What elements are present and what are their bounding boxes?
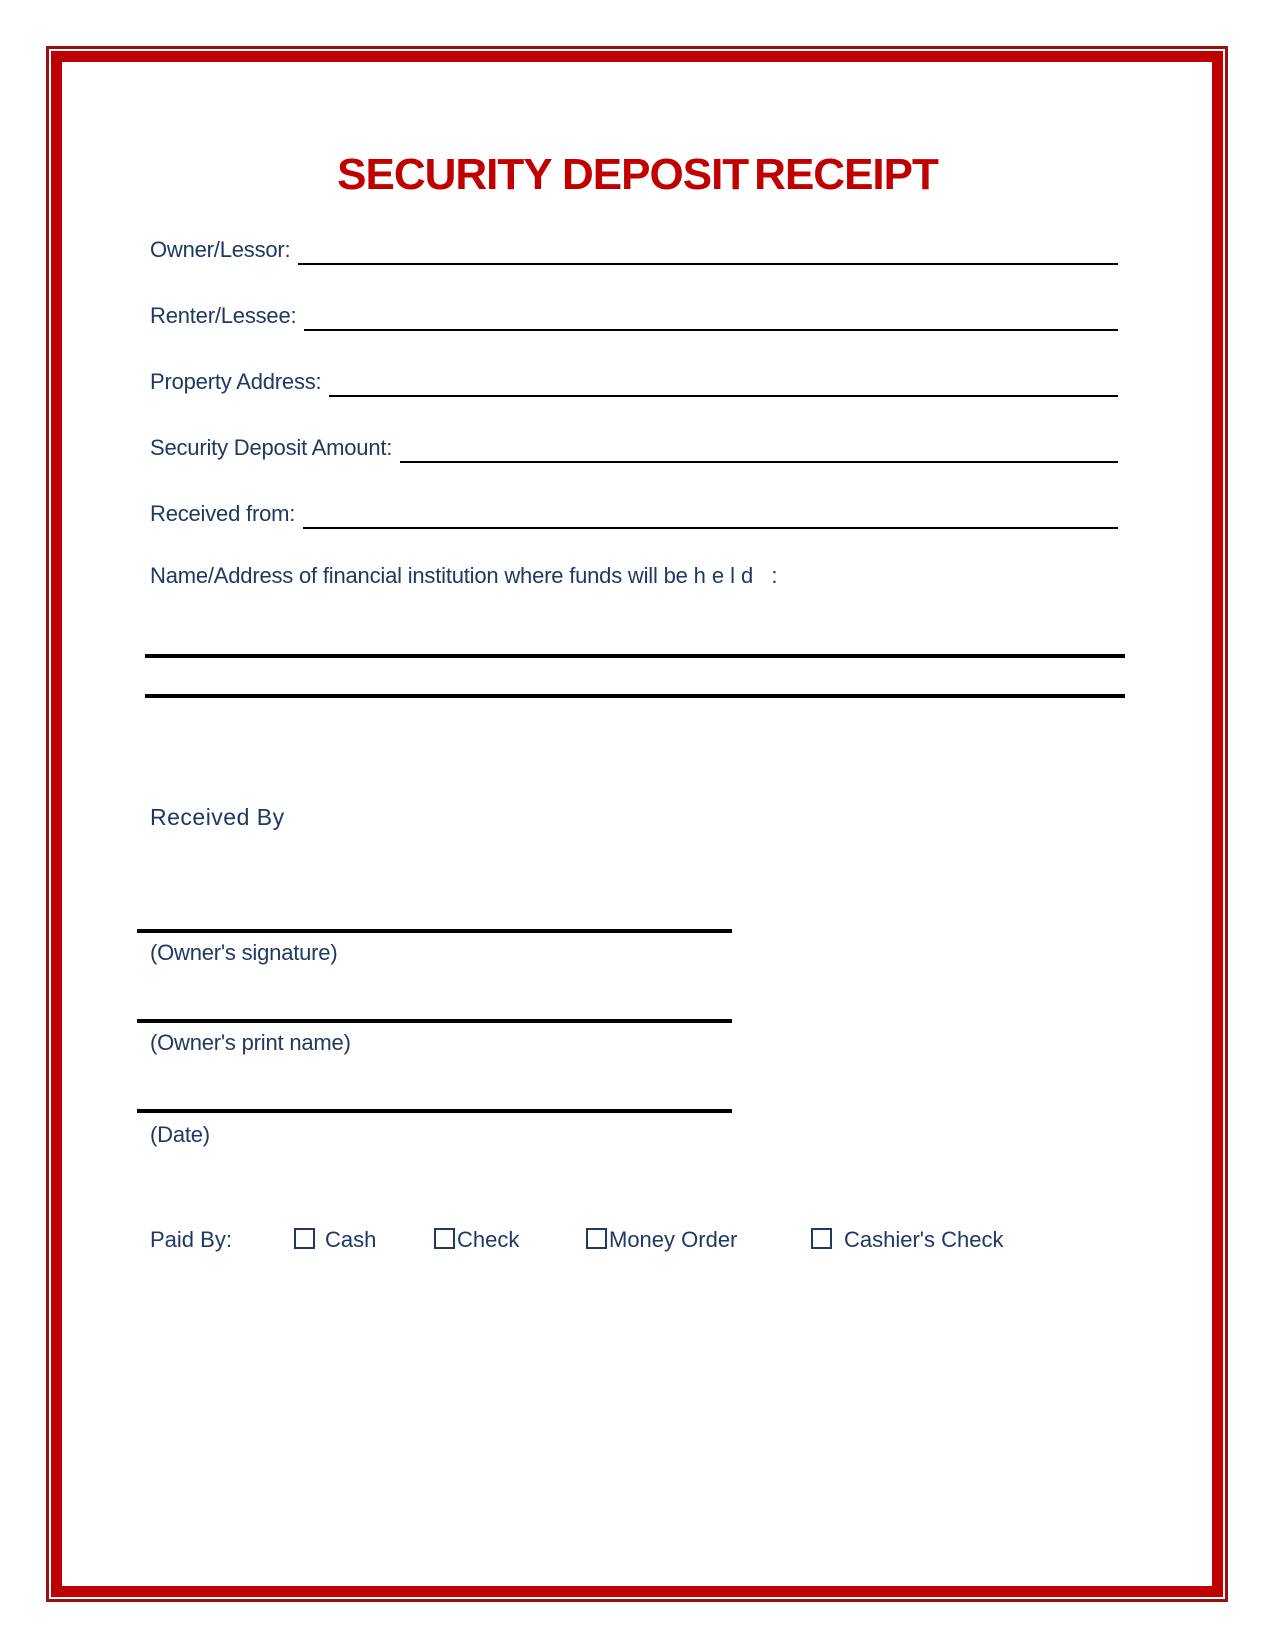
security-deposit-amount-input-line[interactable]: [400, 431, 1118, 463]
field-row-property-address: [150, 367, 1118, 397]
page-title-part1: SECURITY DEPOSIT: [337, 150, 749, 199]
financial-institution-input-line-2[interactable]: [145, 694, 1125, 698]
page-title: [63, 150, 1212, 200]
paid-option-money-order: [586, 1227, 737, 1253]
financial-institution-label-text: Name/Address of financial institution where funds will be: [150, 563, 688, 588]
owner-lessor-input-line[interactable]: [298, 233, 1118, 265]
cashiers-check-label: Cashier's Check: [844, 1227, 1004, 1252]
financial-institution-label: [150, 563, 783, 589]
owner-lessor-label: Owner/Lessor:: [150, 237, 291, 262]
received-by-heading: Received By: [150, 804, 285, 830]
money-order-checkbox[interactable]: [586, 1228, 607, 1249]
paid-option-cashiers-check: [811, 1227, 1003, 1253]
owner-signature-caption: (Owner's signature): [150, 940, 338, 965]
cash-checkbox[interactable]: [294, 1228, 315, 1249]
page-title-part2: RECEIPT: [754, 150, 938, 199]
cash-label: Cash: [325, 1227, 377, 1252]
field-row-owner-lessor: [150, 235, 1118, 265]
date-caption: (Date): [150, 1122, 210, 1147]
check-label: Check: [457, 1227, 520, 1252]
financial-institution-label-held: held :: [693, 563, 784, 588]
paid-by-label: Paid By:: [150, 1227, 232, 1252]
received-from-input-line[interactable]: [303, 497, 1118, 529]
renter-lessee-label: Renter/Lessee:: [150, 303, 297, 328]
cashiers-check-checkbox[interactable]: [811, 1228, 832, 1249]
financial-institution-input-line-1[interactable]: [145, 654, 1125, 658]
paid-option-cash: [294, 1227, 376, 1253]
check-checkbox[interactable]: [434, 1228, 455, 1249]
received-from-label: Received from:: [150, 501, 296, 526]
renter-lessee-input-line[interactable]: [304, 299, 1118, 331]
paid-option-check: [434, 1227, 519, 1253]
property-address-input-line[interactable]: [329, 365, 1118, 397]
security-deposit-amount-label: Security Deposit Amount:: [150, 435, 393, 460]
owner-print-name-line[interactable]: [137, 1019, 732, 1023]
owner-print-name-caption: (Owner's print name): [150, 1030, 351, 1055]
field-row-security-deposit-amount: [150, 433, 1118, 463]
date-line[interactable]: [137, 1109, 732, 1113]
property-address-label: Property Address:: [150, 369, 322, 394]
owner-signature-line[interactable]: [137, 929, 732, 933]
field-row-received-from: [150, 499, 1118, 529]
field-row-renter-lessee: [150, 301, 1118, 331]
money-order-label: Money Order: [609, 1227, 738, 1252]
